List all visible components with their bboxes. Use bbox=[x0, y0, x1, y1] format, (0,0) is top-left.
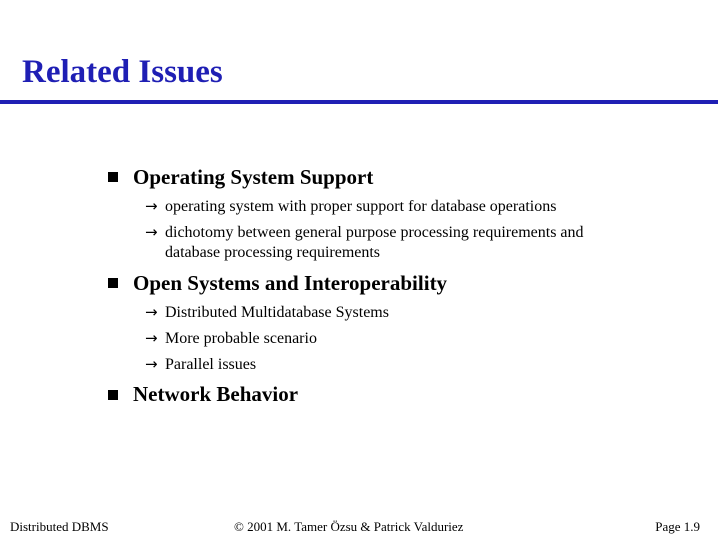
footer-course-name: Distributed DBMS bbox=[10, 519, 109, 534]
right-arrow-icon: → bbox=[145, 197, 158, 215]
square-bullet-icon bbox=[108, 172, 118, 182]
square-bullet-icon bbox=[108, 278, 118, 288]
bullet-heading-os-support: Operating System Support bbox=[133, 165, 374, 189]
sub-item: → Parallel issues bbox=[145, 355, 257, 373]
bullet-heading-network-behavior: Network Behavior bbox=[133, 382, 299, 406]
sub-item: → operating system with proper support for database operations bbox=[145, 197, 557, 215]
sub-item: → More probable scenario bbox=[145, 329, 317, 347]
sub-item-continuation: database processing requirements bbox=[165, 244, 381, 261]
right-arrow-icon: → bbox=[145, 303, 158, 321]
sub-item: → Distributed Multidatabase Systems bbox=[145, 303, 389, 321]
bullet-heading-open-systems: Open Systems and Interoperability bbox=[133, 271, 448, 295]
footer-page-number: Page 1.9 bbox=[655, 519, 700, 534]
square-bullet-icon bbox=[108, 390, 118, 400]
right-arrow-icon: → bbox=[145, 355, 158, 373]
title-rule bbox=[0, 100, 718, 104]
right-arrow-icon: → bbox=[145, 223, 158, 241]
right-arrow-icon: → bbox=[145, 329, 158, 347]
footer-copyright: © 2001 M. Tamer Özsu & Patrick Valduriez bbox=[234, 519, 464, 534]
sub-item: → dichotomy between general purpose processing requirements and database processing requirements bbox=[145, 223, 584, 261]
slide-title: Related Issues bbox=[22, 54, 223, 90]
